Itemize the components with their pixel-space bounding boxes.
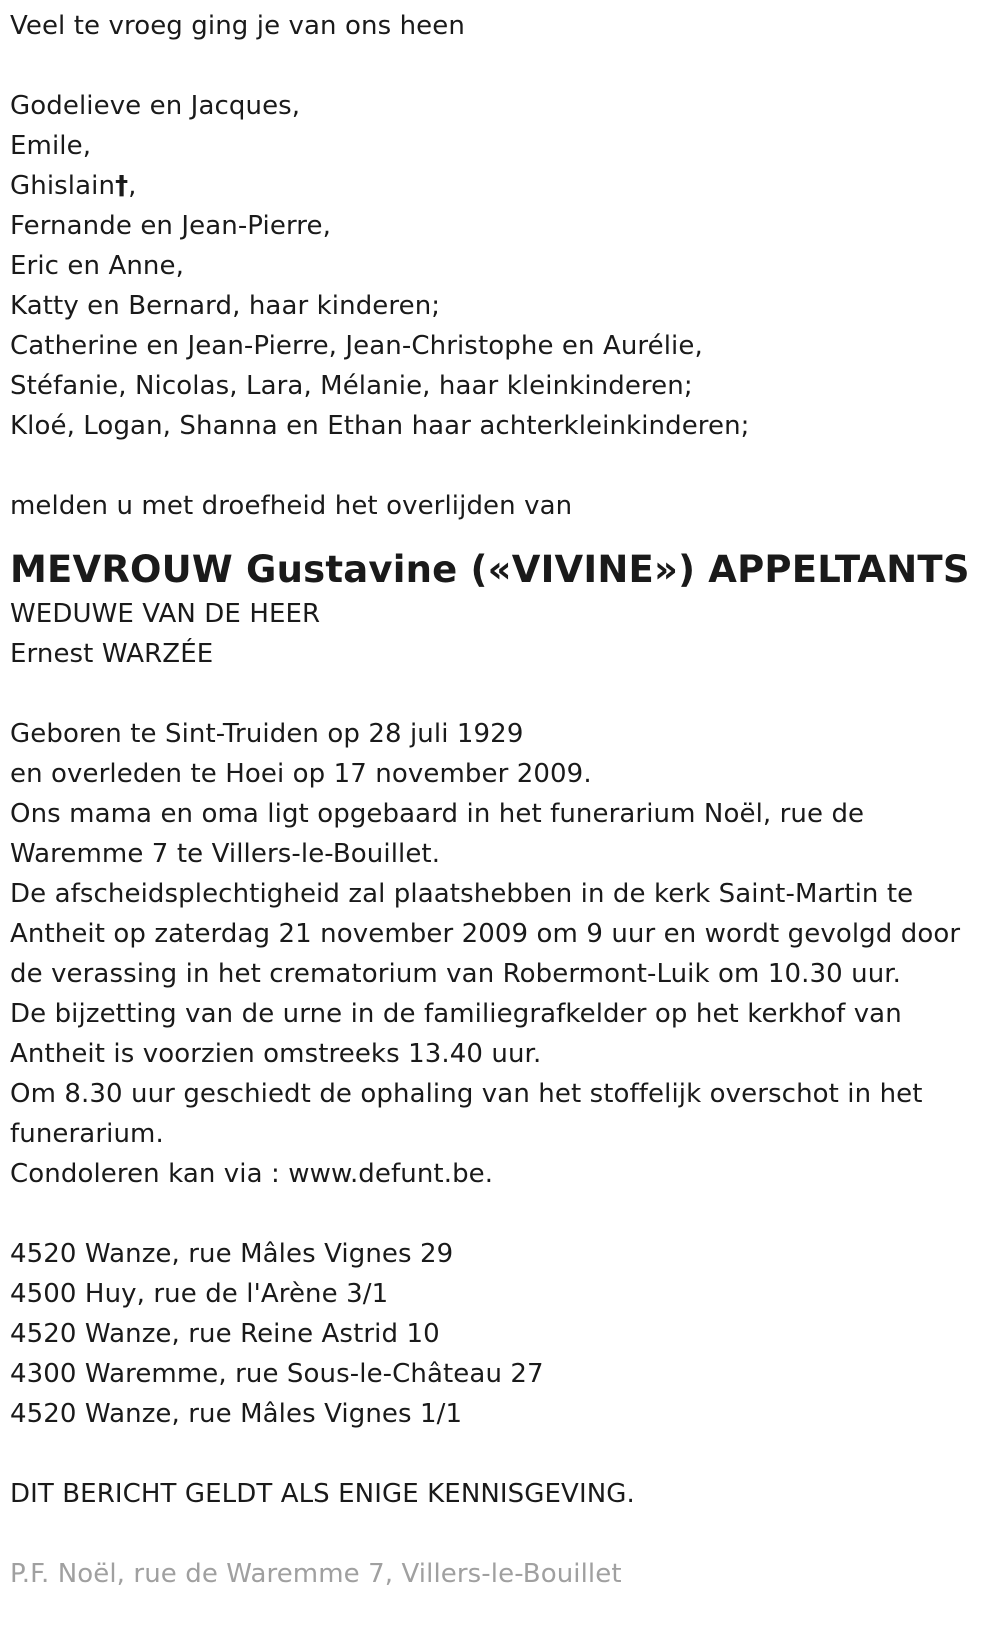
intro-text: Veel te vroeg ging je van ons heen — [10, 11, 465, 41]
family-line: Godelieve en Jacques, — [10, 91, 301, 121]
detail-line: en overleden te Hoei op 17 november 2009. — [10, 759, 592, 789]
announcement-text: melden u met droefheid het overlijden van — [10, 491, 573, 521]
detail-line: De bijzetting van de urne in de familiegrafkelder op het kerkhof van — [10, 999, 902, 1029]
address-line: 4520 Wanze, rue Mâles Vignes 1/1 — [10, 1399, 463, 1429]
family-line: Fernande en Jean-Pierre, — [10, 211, 331, 241]
detail-line: Antheit is voorzien omstreeks 13.40 uur. — [10, 1039, 542, 1069]
detail-line: de verassing in het crematorium van Robermont-Luik om 10.30 uur. — [10, 959, 902, 989]
family-line: Emile, — [10, 131, 92, 161]
deceased-name: MEVROUW Gustavine («VIVINE») APPELTANTS — [10, 548, 970, 591]
family-line: Kloé, Logan, Shanna en Ethan haar achterkleinkinderen; — [10, 411, 750, 441]
address-line: 4520 Wanze, rue Reine Astrid 10 — [10, 1319, 440, 1349]
detail-line: Om 8.30 uur geschiedt de ophaling van het stoffelijk overschot in het — [10, 1079, 923, 1109]
spacer — [10, 1194, 990, 1234]
spacer — [10, 674, 990, 714]
spacer — [10, 46, 990, 86]
family-member-name: Ghislain — [10, 171, 116, 201]
spacer — [10, 446, 990, 486]
spacer — [10, 1434, 990, 1474]
detail-line: funerarium. — [10, 1119, 164, 1149]
family-line: Katty en Bernard, haar kinderen; — [10, 291, 441, 321]
address-line: 4520 Wanze, rue Mâles Vignes 29 — [10, 1239, 454, 1269]
cross-icon: † — [115, 171, 129, 201]
detail-line: Waremme 7 te Villers-le-Bouillet. — [10, 839, 441, 869]
punctuation: , — [128, 171, 137, 201]
address-line: 4300 Waremme, rue Sous-le-Château 27 — [10, 1359, 544, 1389]
widow-of-label: WEDUWE VAN DE HEER — [10, 599, 321, 629]
family-line: Eric en Anne, — [10, 251, 184, 281]
spacer — [10, 1514, 990, 1554]
address-list — [10, 1234, 990, 1434]
detail-line: De afscheidsplechtigheid zal plaatshebben in de kerk Saint-Martin te — [10, 879, 914, 909]
family-line: Stéfanie, Nicolas, Lara, Mélanie, haar kleinkinderen; — [10, 371, 693, 401]
detail-line: Antheit op zaterdag 21 november 2009 om 9 uur en wordt gevolgd door — [10, 919, 961, 949]
funeral-home-footer: P.F. Noël, rue de Waremme 7, Villers-le-Bouillet — [10, 1559, 622, 1589]
obituary-notice — [10, 0, 990, 1594]
condolence-line: Condoleren kan via : www.defunt.be. — [10, 1159, 494, 1189]
address-line: 4500 Huy, rue de l'Arène 3/1 — [10, 1279, 389, 1309]
family-line: Catherine en Jean-Pierre, Jean-Christophe en Aurélie, — [10, 331, 703, 361]
closing-statement: DIT BERICHT GELDT ALS ENIGE KENNISGEVING. — [10, 1479, 635, 1509]
spouse-name: Ernest WARZÉE — [10, 639, 214, 669]
details-block — [10, 714, 990, 1194]
detail-line: Ons mama en oma ligt opgebaard in het funerarium Noël, rue de — [10, 799, 865, 829]
family-list — [10, 86, 990, 446]
family-line-deceased — [10, 166, 990, 206]
detail-line: Geboren te Sint-Truiden op 28 juli 1929 — [10, 719, 524, 749]
